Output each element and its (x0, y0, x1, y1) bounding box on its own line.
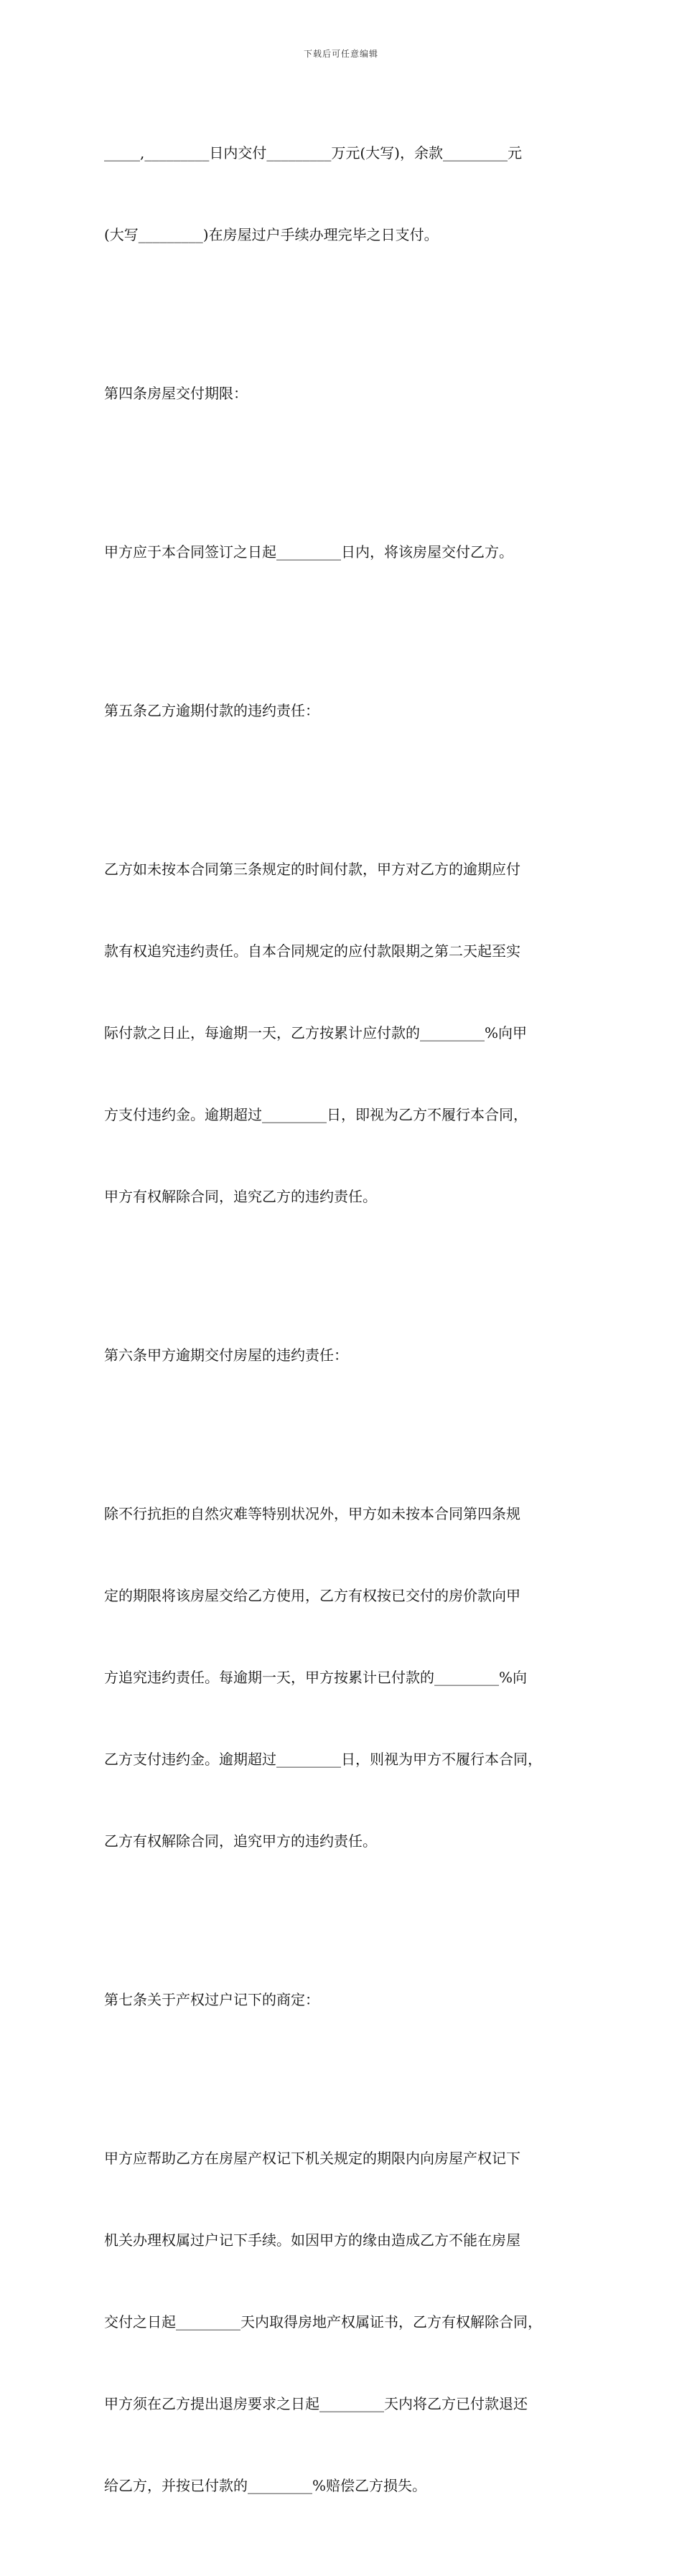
article-4-heading (104, 325, 584, 462)
text-line: 乙方有权解除合同，追究甲方的违约责任。 (104, 1832, 377, 1850)
text-line: 方追究违约责任。每逾期一天，甲方按累计已付款的_________%向 (104, 1669, 528, 1686)
article-5-heading (104, 642, 584, 779)
text-line: 乙方支付违约金。逾期超过_________日，则视为甲方不履行本合同， (104, 1751, 542, 1768)
text-line: 款有权追究违约责任。自本合同规定的应付款限期之第二天起至实 (104, 942, 520, 960)
text-line: (大写_________)在房屋过户手续办理完毕之日支付。 (104, 226, 439, 243)
text-line: _____,_________日内交付_________万元(大写)，余款_________元 (104, 144, 522, 161)
text-line: 第七条关于产权过户记下的商定： (104, 1991, 319, 2008)
article-5-body (104, 801, 584, 1265)
article-7-heading (104, 1931, 584, 2068)
document-body (104, 85, 584, 2576)
text-line: 给乙方，并按已付款的_________%赔偿乙方损失。 (104, 2477, 427, 2494)
text-line: 甲方有权解除合同，追究乙方的违约责任。 (104, 1188, 377, 1205)
article-4-body (104, 484, 584, 620)
text-line: 第六条甲方逾期交付房屋的违约责任： (104, 1346, 348, 1364)
text-line: 甲方应帮助乙方在房屋产权记下机关规定的期限内向房屋产权记下 (104, 2150, 520, 2167)
paragraph-payment-terms (104, 85, 584, 303)
text-line: 交付之日起_________天内取得房地产权属证书，乙方有权解除合同， (104, 2313, 542, 2331)
text-line: 乙方如未按本合同第三条规定的时间付款，甲方对乙方的逾期应付 (104, 861, 520, 878)
text-line: 方支付违约金。逾期超过_________日，即视为乙方不履行本合同， (104, 1106, 528, 1123)
article-6-heading (104, 1287, 584, 1423)
page-header-note: 下载后可任意编辑 (303, 49, 378, 59)
text-line: 除不行抗拒的自然灾难等特别状况外，甲方如未按本合同第四条规 (104, 1505, 520, 1522)
text-line: 甲方应于本合同签订之日起_________日内，将该房屋交付乙方。 (104, 543, 513, 561)
article-7-body (104, 2090, 584, 2554)
text-line: 定的期限将该房屋交给乙方使用，乙方有权按已交付的房价款向甲 (104, 1587, 520, 1604)
text-line: 际付款之日止，每逾期一天，乙方按累计应付款的_________%向甲 (104, 1024, 528, 1041)
text-line: 甲方须在乙方提出退房要求之日起_________天内将乙方已付款退还 (104, 2395, 528, 2412)
text-line: 第四条房屋交付期限： (104, 385, 248, 402)
article-6-body (104, 1446, 584, 1909)
text-line: 第五条乙方逾期付款的违约责任： (104, 702, 319, 719)
text-line: 机关办理权属过户记下手续。如因甲方的缘由造成乙方不能在房屋 (104, 2231, 520, 2249)
